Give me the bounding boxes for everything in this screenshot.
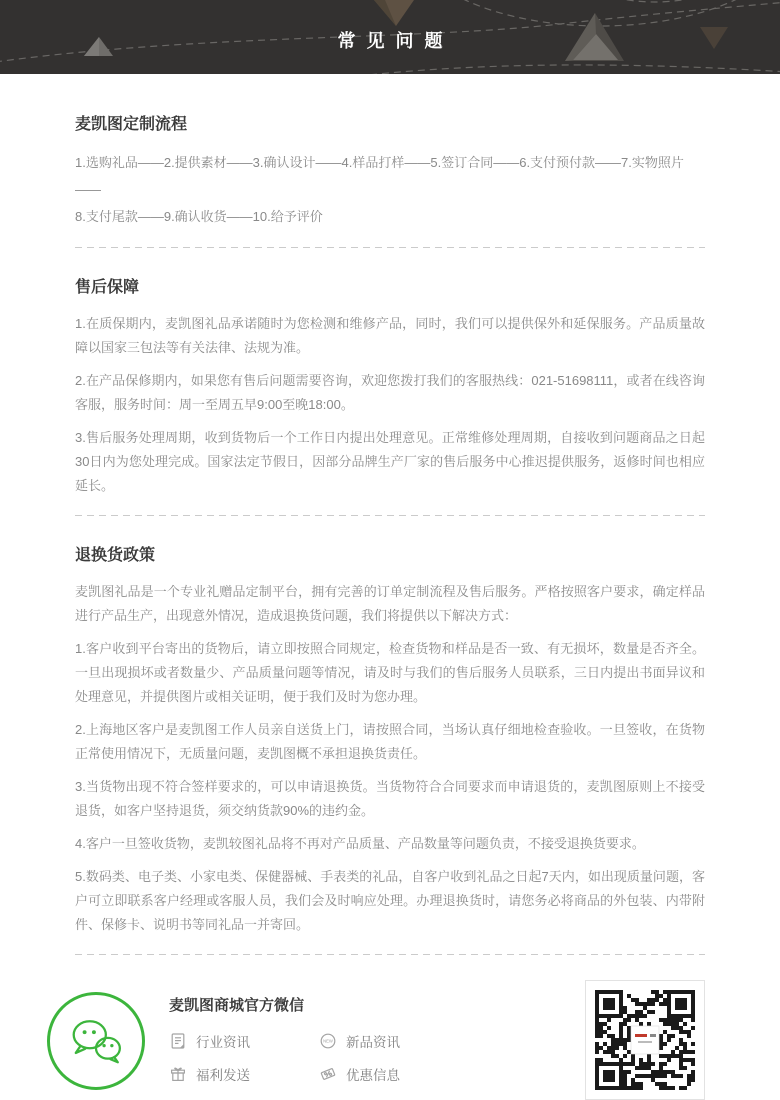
process-line: 1.选购礼品——2.提供素材——3.确认设计——4.样品打样——5.签订合同——6.支付预付款——7.实物照片—— — [75, 155, 684, 197]
section-custom-process — [75, 74, 705, 230]
wechat-account-title: 麦凯图商城官方微信 — [169, 997, 305, 1014]
coupon-icon — [319, 1065, 337, 1083]
news-doc-icon — [169, 1032, 187, 1050]
feature-label: 新品资讯 — [346, 1035, 400, 1050]
feature-label: 行业资讯 — [196, 1035, 250, 1050]
main-content — [0, 74, 780, 955]
paragraph: 2.在产品保修期内，如果您有售后问题需要咨询，欢迎您拨打我们的客服热线：021-51698111，或者在线咨询客服，服务时间：周一至周五早9:00至晚18:00。 — [75, 373, 705, 412]
paragraph: 麦凯图礼品是一个专业礼赠品定制平台，拥有完善的订单定制流程及售后服务。严格按照客户要求，确定样品进行产品生产，出现意外情况，造成退换货问题，我们将提供以下解决方式： — [75, 584, 705, 623]
wechat-info-column — [169, 992, 400, 1084]
section-heading: 麦凯图定制流程 — [75, 116, 188, 133]
process-line: 8.支付尾款——9.确认收货——10.给予评价 — [75, 209, 323, 224]
qr-code-box — [585, 980, 705, 1100]
paragraph: 1.在质保期内，麦凯图礼品承诺随时为您检测和维修产品，同时，我们可以提供保外和延保服务。产品质量故障以国家三包法等有关法律、法规为准。 — [75, 316, 705, 355]
section-return-policy — [75, 516, 705, 937]
wechat-icon — [68, 1017, 124, 1065]
feature-label: 优惠信息 — [346, 1068, 400, 1083]
gift-icon — [169, 1065, 187, 1083]
section-heading: 售后保障 — [75, 279, 140, 296]
paragraph: 2.上海地区客户是麦凯图工作人员亲自送货上门，请按照合同，当场认真仔细地检查验收。一旦签收，在货物正常使用情况下，无质量问题，麦凯图概不承担退换货责任。 — [75, 722, 705, 761]
paragraph: 4.客户一旦签收货物，麦凯较图礼品将不再对产品质量、产品数量等问题负责，不接受退换货要求。 — [75, 836, 645, 851]
section-heading: 退换货政策 — [75, 547, 156, 564]
page-title: 常见问题 — [337, 31, 454, 51]
paragraph: 5.数码类、电子类、小家电类、保健器械、手表类的礼品，自客户收到礼品之日起7天内，如出现质量问题，客户可立即联系客户经理或客服人员，我们会及时响应处理。办理退换货时，请您务必将商品的外包装、内带附件、保修卡、说明书等同礼品一并寄回。 — [75, 869, 705, 932]
feature-benefits — [169, 1064, 319, 1084]
paragraph: 3.售后服务处理周期，收到货物后一个工作日内提出处理意见。正常维修处理周期，自接收到问题商品之日起30日内为您处理完成。国家法定节假日，因部分品牌生产厂家的售后服务中心推迟提供服务，返修时间也相应延长。 — [75, 430, 705, 493]
qr-code — [595, 990, 695, 1090]
feature-promotions — [319, 1064, 400, 1084]
new-badge-icon — [319, 1032, 337, 1050]
page-header — [0, 0, 780, 74]
feature-label: 福利发送 — [196, 1068, 250, 1083]
paragraph: 3.当货物出现不符合签样要求的，可以申请退换货。当货物符合合同要求而申请退货的，麦凯图原则上不接受退货，如客户坚持退货，须交纳货款90%的违约金。 — [75, 779, 705, 818]
svg-text:NEW: NEW — [323, 1038, 333, 1044]
section-after-sales — [75, 248, 705, 498]
wechat-logo-badge — [47, 992, 145, 1090]
feature-new-products — [319, 1031, 400, 1051]
feature-industry-news — [169, 1031, 319, 1051]
wechat-feature-grid — [169, 1031, 400, 1084]
wechat-footer — [0, 955, 780, 1100]
paragraph: 1.客户收到平台寄出的货物后，请立即按照合同规定，检查货物和样品是否一致、有无损坏，数量是否齐全。一旦出现损坏或者数量少、产品质量问题等情况，请及时与我们的售后服务人员联系，三日内提出书面异议和处理意见，并提供图片或相关证明，便于我们及时为您办理。 — [75, 641, 705, 704]
